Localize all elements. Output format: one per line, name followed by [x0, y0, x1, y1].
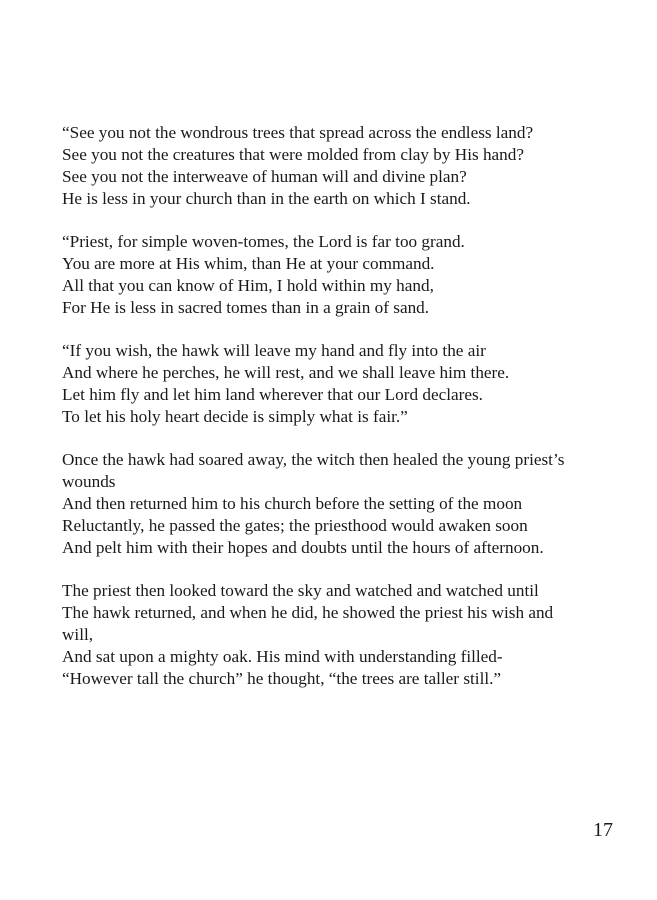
poem-line: He is less in your church than in the earth on which I stand. [62, 189, 471, 208]
poem-line: You are more at His whim, than He at your command. [62, 254, 435, 273]
poem-line: “However tall the church” he thought, “the trees are taller still.” [62, 669, 502, 688]
stanza-5 [62, 580, 632, 690]
poem-line: To let his holy heart decide is simply what is fair.” [62, 407, 408, 426]
poem-line: And sat upon a mighty oak. His mind with understanding filled- [62, 647, 503, 666]
poem-line: “See you not the wondrous trees that spread across the endless land? [62, 123, 534, 142]
stanza-1 [62, 122, 632, 210]
poem-line: For He is less in sacred tomes than in a grain of sand. [62, 298, 430, 317]
poem-line: “Priest, for simple woven-tomes, the Lord is far too grand. [62, 232, 465, 251]
stanza-2 [62, 231, 632, 319]
poem-line: Let him fly and let him land wherever that our Lord declares. [62, 385, 483, 404]
poem-line: And then returned him to his church before the setting of the moon [62, 494, 523, 513]
poem-line: And where he perches, he will rest, and we shall leave him there. [62, 363, 510, 382]
poem-text [62, 122, 632, 711]
poem-line: The hawk returned, and when he did, he showed the priest his wish and [62, 603, 554, 622]
poem-line: The priest then looked toward the sky and watched and watched until [62, 581, 539, 600]
poem-line: wounds [62, 472, 116, 491]
stanza-3 [62, 340, 632, 428]
page-number: 17 [593, 819, 613, 841]
poem-line: Once the hawk had soared away, the witch then healed the young priest’s [62, 450, 565, 469]
poem-line: Reluctantly, he passed the gates; the priesthood would awaken soon [62, 516, 528, 535]
poem-line: See you not the creatures that were molded from clay by His hand? [62, 145, 524, 164]
poem-line: All that you can know of Him, I hold within my hand, [62, 276, 434, 295]
poem-line: See you not the interweave of human will and divine plan? [62, 167, 467, 186]
stanza-4 [62, 449, 632, 559]
poem-line: And pelt him with their hopes and doubts until the hours of afternoon. [62, 538, 544, 557]
poem-line: “If you wish, the hawk will leave my hand and fly into the air [62, 341, 486, 360]
poem-line: will, [62, 625, 94, 644]
